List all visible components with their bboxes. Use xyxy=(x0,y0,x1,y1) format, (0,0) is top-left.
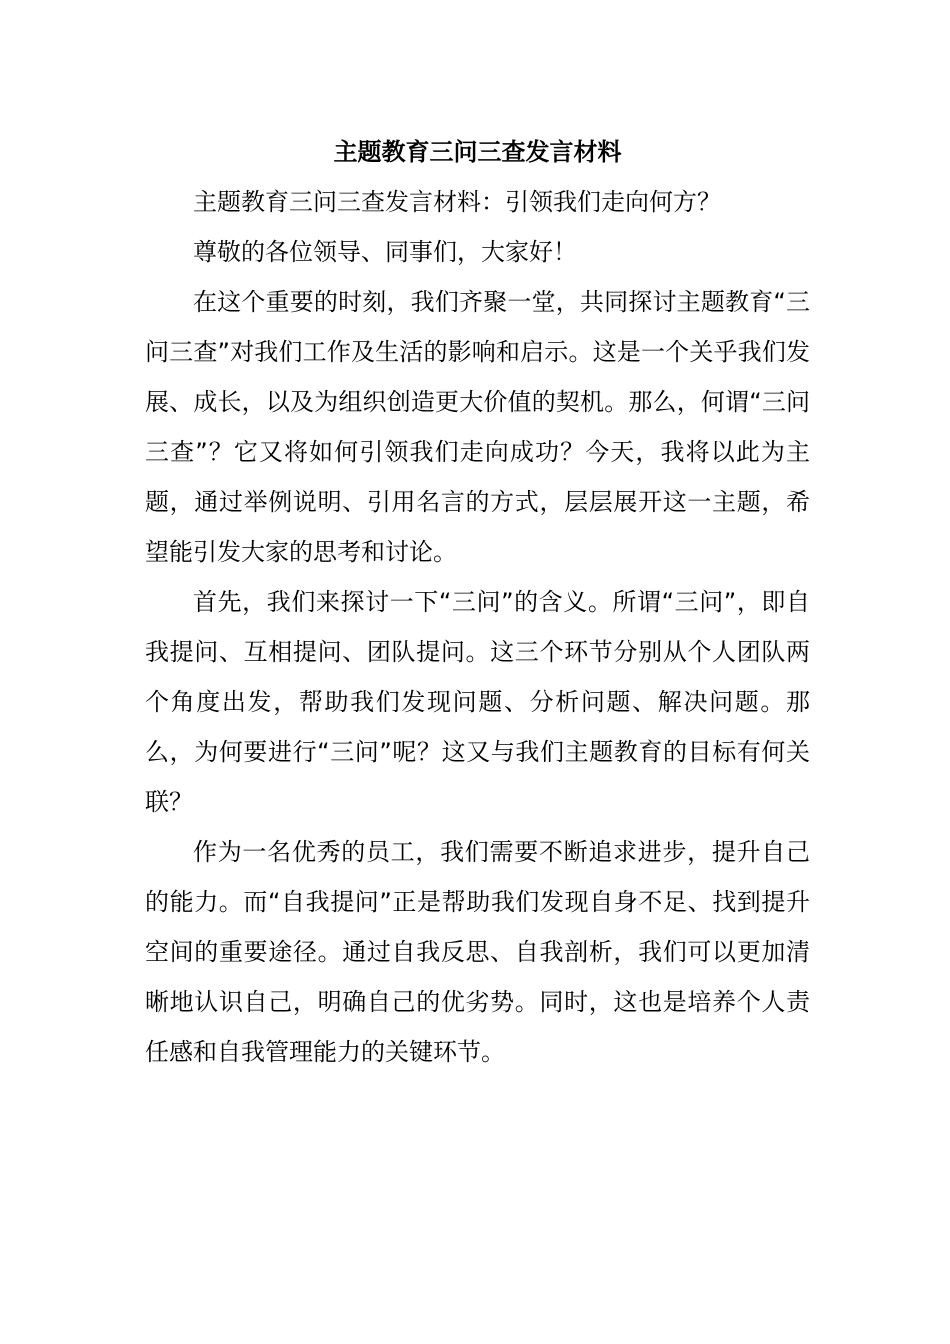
three-questions-paragraph: 首先，我们来探讨一下“三问”的含义。所谓“三问”，即自我提问、互相提问、团队提问。这三个环节分别从个人团队两个角度出发，帮助我们发现问题、分析问题、解决问题。那么，为何要进行“三问”呢？这又与我们主题教育的目标有何关联？ xyxy=(145,588,810,816)
document-title: 主题教育三问三查发言材料 xyxy=(333,138,622,166)
intro-paragraph: 在这个重要的时刻，我们齐聚一堂，共同探讨主题教育“三问三查”对我们工作及生活的影响和启示。这是一个关乎我们发展、成长，以及为组织创造更大价值的契机。那么，何谓“三问三查”？它又将如何引领我们走向成功？今天，我将以此为主题，通过举例说明、引用名言的方式，层层展开这一主题，希望能引发大家的思考和讨论。 xyxy=(145,288,810,566)
subtitle-paragraph: 主题教育三问三查发言材料：引领我们走向何方？ xyxy=(193,188,721,216)
document-body xyxy=(145,127,810,1077)
self-questioning-paragraph: 作为一名优秀的员工，我们需要不断追求进步，提升自己的能力。而“自我提问”正是帮助我们发现自身不足、找到提升空间的重要途径。通过自我反思、自我剖析，我们可以更加清晰地认识自己，明确自己的优劣势。同时，这也是培养个人责任感和自我管理能力的关键环节。 xyxy=(145,838,810,1066)
greeting-paragraph: 尊敬的各位领导、同事们，大家好！ xyxy=(193,238,577,266)
